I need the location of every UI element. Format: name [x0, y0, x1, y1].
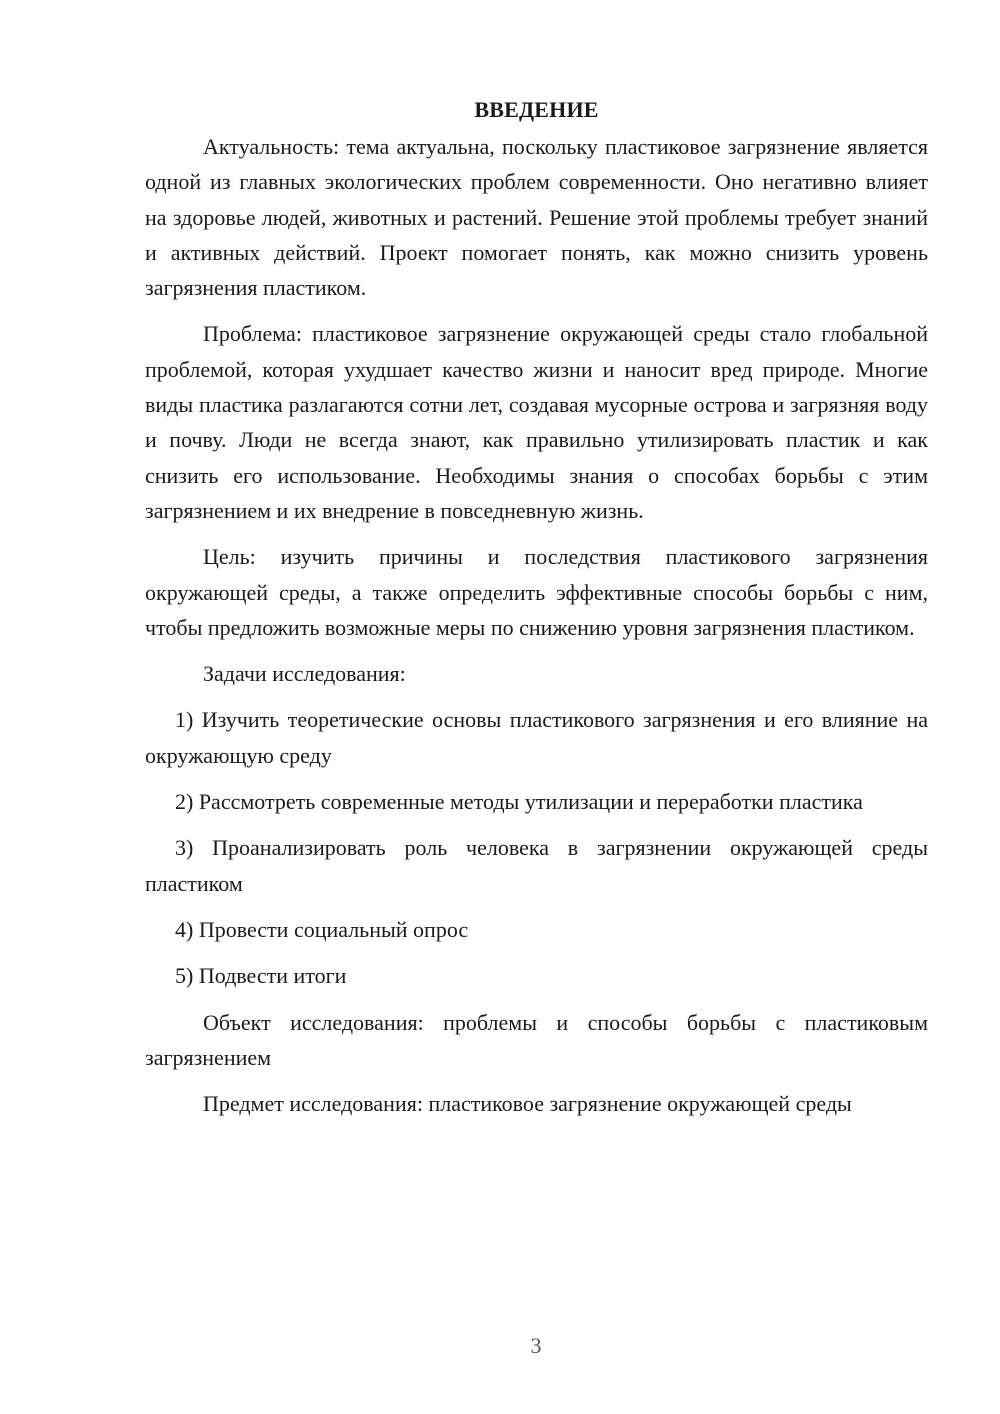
page-number: 3 [530, 1333, 542, 1358]
paragraph-goal: Цель: изучить причины и последствия пластикового загрязнения окружающей среды, а также определить эффективные способы борьбы с ним, чтобы предложить возможные меры по снижению уровня загрязнения пластиком. [145, 544, 928, 640]
paragraph-subject: Предмет исследования: пластиковое загрязнение окружающей среды [203, 1091, 852, 1117]
document-page [145, 92, 928, 1132]
task-item-2: 2) Рассмотреть современные методы утилизации и переработки пластика [175, 789, 863, 815]
task-item-3: 3) Проанализировать роль человека в загрязнении окружающей среды пластиком [145, 835, 928, 896]
task-item-1: 1) Изучить теоретические основы пластикового загрязнения и его влияние на окружающую среду [145, 707, 928, 768]
paragraph-tasks-intro: Задачи исследования: [203, 661, 406, 687]
section-heading: ВВЕДЕНИЕ [474, 97, 599, 122]
task-item-4: 4) Провести социальный опрос [175, 916, 469, 942]
paragraph-relevance: Актуальность: тема актуальна, поскольку пластиковое загрязнение является одной из главных экологических проблем современности. Оно негативно влияет на здоровье людей, животных и растений. Решение этой проблемы требует знаний и активных действий. Проект помогает понять, как можно снизить уровень загрязнения пластиком. [145, 134, 928, 301]
paragraph-problem: Проблема: пластиковое загрязнение окружающей среды стало глобальной проблемой, которая ухудшает качество жизни и наносит вред природе. Многие виды пластика разлагаются сотни лет, создавая мусорные острова и загрязняя воду и почву. Люди не всегда знают, как правильно утилизировать пластик и как снизить его использование. Необходимы знания о способах борьбы с этим загрязнением и их внедрение в повседневную жизнь. [145, 321, 928, 523]
paragraph-object: Объект исследования: проблемы и способы борьбы с пластиковым загрязнением [145, 1009, 928, 1070]
task-item-5: 5) Подвести итоги [175, 963, 347, 989]
